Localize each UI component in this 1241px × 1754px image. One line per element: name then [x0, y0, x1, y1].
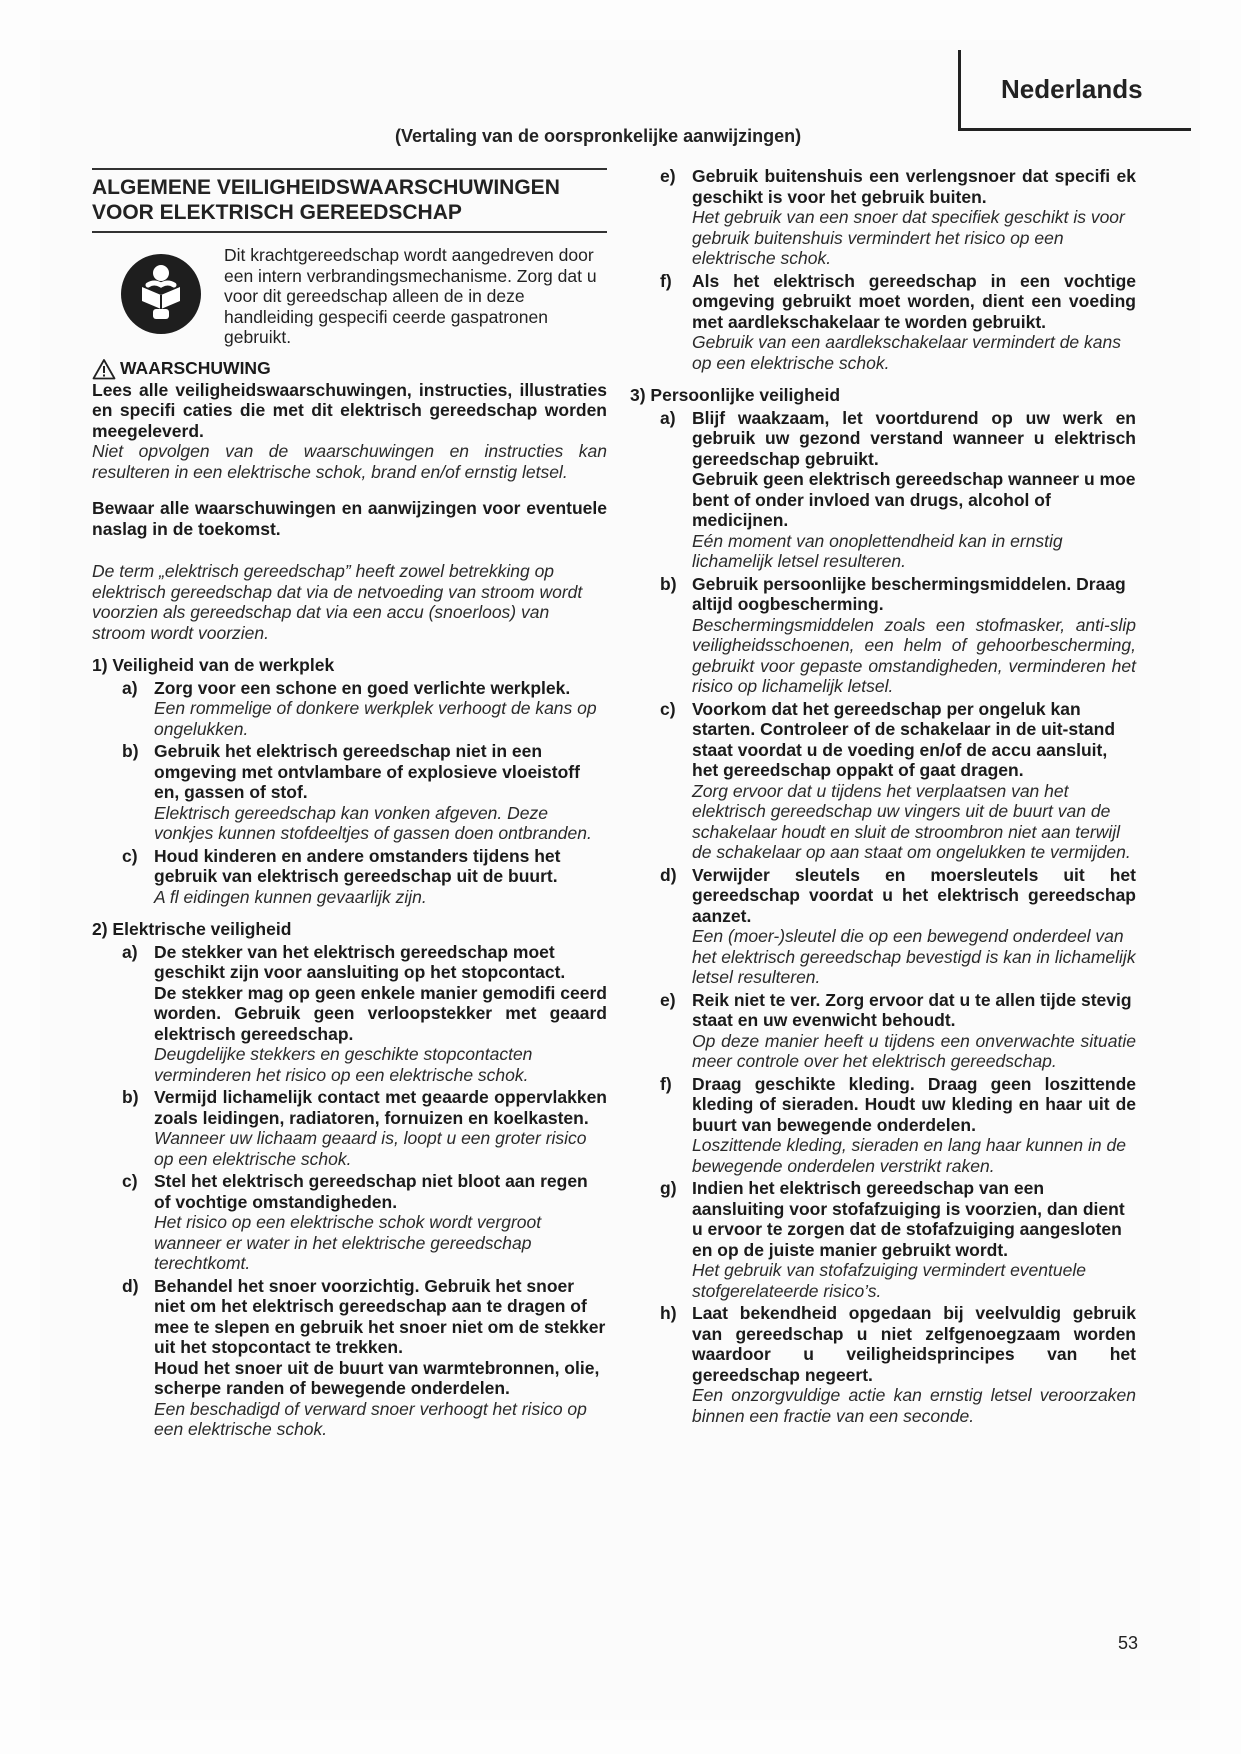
section-3-title: 3) Persoonlijke veiligheid: [630, 385, 841, 405]
item-3c-bold: Voorkom dat het gereedschap per ongeluk kan starten. Controleer of de schakelaar in de uit-stand staat voordat u de voeding en/of de accu aansluit, het gereedschap oppakt of gaat dragen.: [692, 698, 1116, 780]
warning-bold-text: Lees alle veiligheidswaarschuwingen, instructies, illustraties en specifi caties die met dit elektrisch gereedschap worden meegeleverd.: [92, 379, 607, 441]
item-1c: c) Houd kinderen en andere omstanders tijdens het gebruik van elektrisch gereedschap uit de buurt. A fl eidingen kunnen gevaarlijk zijn.: [122, 846, 607, 908]
item-2a-bold-1: De stekker van het elektrisch gereedschap moet geschikt zijn voor aansluiting op het stopcontact.: [154, 941, 566, 982]
intro-block: [92, 245, 607, 348]
item-2d-bold-1: Behandel het snoer voorzichtig. Gebruik het snoer niet om het elektrisch gereedschap aan te dragen of mee te slepen en gebruik het snoer niet om de stekker uit het stopcontact te trekken.: [154, 1275, 606, 1357]
language-label: Nederlands: [1001, 74, 1143, 104]
item-2a-italic: Deugdelijke stekkers en geschikte stopcontacten verminderen het risico op een elektrische schok.: [154, 1044, 533, 1085]
item-2e-bold: Gebruik buitenshuis een verlengsnoer dat specifi ek geschikt is voor het gebruik buiten.: [692, 166, 1136, 207]
section-1-title: 1) Veiligheid van de werkplek: [92, 655, 335, 675]
item-1c-bold: Houd kinderen en andere omstanders tijdens het gebruik van elektrisch gereedschap uit de buurt.: [154, 845, 561, 886]
item-2a: a) De stekker van het elektrisch gereedschap moet geschikt zijn voor aansluiting op het stopcontact. De stekker mag op geen enkele manier gemodifi ceerd worden. Gebruik geen verloopstekker met geaard elektrisch gereedschap. Deugdelijke stekkers en geschikte stopcontacten verminderen het risico op een elektrische schok.: [122, 941, 607, 1085]
heading-line-2: VOOR ELEKTRISCH GEREEDSCHAP: [92, 201, 462, 224]
heading-line-1: ALGEMENE VEILIGHEIDSWAARSCHUWINGEN: [92, 176, 560, 199]
item-3d: d) Verwijder sleutels en moersleutels uit het gereedschap voordat u het elektrisch gereedschap aanzet. Een (moer-)sleutel die op een bewegend onderdeel van het elektrisch gereedschap bevestigd is kan in lichamelijk letsel resulteren.: [660, 864, 1136, 987]
item-2c-bold: Stel het elektrisch gereedschap niet bloot aan regen of vochtige omstandigheden.: [154, 1171, 588, 1212]
item-2b-bold: Vermijd lichamelijk contact met geaarde oppervlakken zoals leidingen, radiatoren, fornuizen en koelkasten.: [154, 1087, 607, 1128]
right-column: [630, 164, 1136, 1426]
left-column: [92, 168, 607, 1440]
warning-triangle-icon: [92, 358, 116, 380]
item-3f: f) Draag geschikte kleding. Draag geen loszittende kleding of sieraden. Houdt uw kleding en haar uit de buurt van bewegende onderdelen. Loszittende kleding, sieraden en lang haar kunnen in de bewegende onderdelen verstrikt raken.: [660, 1073, 1136, 1176]
item-2f-italic: Gebruik van een aardlekschakelaar vermindert de kans op een elektrische schok.: [692, 332, 1121, 373]
item-3f-italic: Loszittende kleding, sieraden en lang haar kunnen in de bewegende onderdelen verstrikt raken.: [692, 1135, 1126, 1176]
item-3f-bold: Draag geschikte kleding. Draag geen loszittende kleding of sieraden. Houdt uw kleding en haar uit de buurt van bewegende onderdelen.: [692, 1073, 1136, 1135]
item-2e-italic: Het gebruik van een snoer dat specifiek geschikt is voor gebruik buitenshuis vermindert het risico op een elektrische schok.: [692, 207, 1125, 268]
item-2c: c) Stel het elektrisch gereedschap niet bloot aan regen of vochtige omstandigheden. Het risico op een elektrische schok wordt vergroot wanneer er water in het elektrische gereedschap terechtkomt.: [122, 1171, 607, 1274]
item-3h: h) Laat bekendheid opgedaan bij veelvuldig gebruik van gereedschap u niet zelfgenoegzaam worden waardoor u veiligheidsprincipes van het gereedschap negeert. Een onzorgvuldige actie kan ernstig letsel veroorzaken binnen een fractie van een seconde.: [660, 1303, 1136, 1426]
item-3c: c) Voorkom dat het gereedschap per ongeluk kan starten. Controleer of de schakelaar in de uit-stand staat voordat u de voeding en/of de accu aansluit, het gereedschap oppakt of gaat dragen. Zorg ervoor dat u tijdens het verplaatsen van het elektrisch gereedschap uw vingers uit de buurt van de schakelaar houdt en sluit de stroombron niet aan terwijl de schakelaar op aan staat om ongelukken te vermijden.: [660, 699, 1136, 863]
item-3a-italic: Eén moment van onoplettendheid kan in ernstig lichamelijk letsel resulteren.: [692, 530, 1063, 571]
item-2d-italic: Een beschadigd of verward snoer verhoogt het risico op een elektrische schok.: [154, 1398, 587, 1439]
item-2f: f) Als het elektrisch gereedschap in een vochtige omgeving gebruikt moet worden, dient een voeding met aardlekschakelaar te worden gebruikt. Gebruik van een aardlekschakelaar vermindert de kans op een elektrische schok.: [660, 270, 1136, 373]
item-3h-bold: Laat bekendheid opgedaan bij veelvuldig gebruik van gereedschap u niet zelfgenoegzaam worden waardoor u veiligheidsprincipes van het gereedschap negeert.: [692, 1303, 1136, 1385]
item-3b: b) Gebruik persoonlijke beschermingsmiddelen. Draag altijd oogbescherming. Beschermingsmiddelen zoals een stofmasker, anti-slip veiligheidsschoenen, een helm of gehoorbescherming, gebruikt voor gepaste omstandigheden, verminderen het risico op lichamelijk letsel.: [660, 573, 1136, 696]
item-3b-italic: Beschermingsmiddelen zoals een stofmasker, anti-slip veiligheidsschoenen, een helm of gehoorbescherming, gebruikt voor gepaste omstandigheden, verminderen het risico op lichamelijk letsel.: [692, 614, 1136, 696]
warning-title: [92, 358, 607, 380]
keep-instructions-text: Bewaar alle waarschuwingen en aanwijzingen voor eventuele naslag in de toekomst.: [92, 498, 607, 539]
item-3h-italic: Een onzorgvuldige actie kan ernstig letsel veroorzaken binnen een fractie van een seconde.: [692, 1385, 1136, 1426]
item-3b-bold: Gebruik persoonlijke beschermingsmiddelen. Draag altijd oogbescherming.: [692, 573, 1126, 614]
item-3e-italic: Op deze manier heeft u tijdens een onverwachte situatie meer controle over het elektrisch gereedschap.: [692, 1030, 1136, 1071]
term-definition-text: De term „elektrisch gereedschap” heeft zowel betrekking op elektrisch gereedschap dat via de netvoeding van stroom wordt voorzien als gereedschap dat via een accu (snoerloos) van stroom wordt voorzien.: [92, 561, 583, 643]
intro-text: Dit krachtgereedschap wordt aangedreven door een intern verbrandingsmechanisme. Zorg dat u voor dit gereedschap alleen de in deze handleiding gespecifi ceerde gaspatronen gebruikt.: [224, 245, 597, 347]
item-3a-bold-2: Gebruik geen elektrisch gereedschap wanneer u moe bent of onder invloed van drugs, alcohol of medicijnen.: [692, 469, 1136, 530]
section-2-title: 2) Elektrische veiligheid: [92, 919, 292, 939]
warning-title-text: WAARSCHUWING: [120, 358, 271, 379]
item-2a-bold-2: De stekker mag op geen enkele manier gemodifi ceerd worden. Gebruik geen verloopstekker met geaard elektrisch gereedschap.: [154, 982, 607, 1044]
item-2f-bold: Als het elektrisch gereedschap in een vochtige omgeving gebruikt moet worden, dient een voeding met aardlekschakelaar te worden gebruikt.: [692, 270, 1136, 332]
item-2d-bold-2: Houd het snoer uit de buurt van warmtebronnen, olie, scherpe randen of bewegende onderdelen.: [154, 1357, 600, 1398]
item-1a-italic: Een rommelige of donkere werkplek verhoogt de kans op ongelukken.: [154, 698, 597, 739]
page-number: 53: [1118, 1633, 1139, 1653]
item-2d: d) Behandel het snoer voorzichtig. Gebruik het snoer niet om het elektrisch gereedschap aan te dragen of mee te slepen en gebruik het snoer niet om de stekker uit het stopcontact te trekken. Houd het snoer uit de buurt van warmtebronnen, olie, scherpe randen of bewegende onderdelen. Een beschadigd of verward snoer verhoogt het risico op een elektrische schok.: [122, 1275, 606, 1439]
item-1b: b) Gebruik het elektrisch gereedschap niet in een omgeving met ontvlambare of explosieve vloeistoff en, gassen of stof. Elektrisch gereedschap kan vonken afgeven. Deze vonkjes kunnen stofdeeltjes of gassen doen ontbranden.: [122, 741, 607, 844]
translation-subtitle: (Vertaling van de oorspronkelijke aanwijzingen): [395, 126, 802, 146]
item-3d-italic: Een (moer-)sleutel die op een bewegend onderdeel van het elektrisch gereedschap bevestigd is kan in lichamelijk letsel resulteren.: [692, 926, 1136, 987]
item-2c-italic: Het risico op een elektrische schok wordt vergroot wanneer er water in het elektrische gereedschap terechtkomt.: [154, 1212, 542, 1273]
read-manual-icon: [120, 253, 202, 335]
item-1b-italic: Elektrisch gereedschap kan vonken afgeven. Deze vonkjes kunnen stofdeeltjes of gassen doen ontbranden.: [154, 802, 592, 843]
warning-italic-text: Niet opvolgen van de waarschuwingen en instructies kan resulteren in een elektrische schok, brand en/of ernstig letsel.: [92, 441, 607, 482]
item-2e: e) Gebruik buitenshuis een verlengsnoer dat specifi ek geschikt is voor het gebruik buiten. Het gebruik van een snoer dat specifiek geschikt is voor gebruik buitenshuis vermindert het risico op een elektrische schok.: [660, 166, 1136, 268]
section-heading: [92, 168, 607, 233]
item-1a: a) Zorg voor een schone en goed verlichte werkplek. Een rommelige of donkere werkplek verhoogt de kans op ongelukken.: [122, 678, 607, 740]
item-3g-italic: Het gebruik van stofafzuiging vermindert eventuele stofgerelateerde risico’s.: [692, 1260, 1086, 1301]
item-3a-bold-1: Blijf waakzaam, let voortdurend op uw werk en gebruik uw gezond verstand wanneer u elektrisch gereedschap gebruikt.: [692, 407, 1136, 469]
item-3g-bold: Indien het elektrisch gereedschap van een aansluiting voor stofafzuiging is voorzien, dan dient u ervoor te zorgen dat de stofafzuiging aangesloten en op de juiste manier gebruikt wordt.: [692, 1178, 1125, 1260]
item-3e: e) Reik niet te ver. Zorg ervoor dat u te allen tijde stevig staat en uw evenwicht behoudt. Op deze manier heeft u tijdens een onverwachte situatie meer controle over het elektrisch gereedschap.: [660, 989, 1136, 1071]
item-1b-bold: Gebruik het elektrisch gereedschap niet in een omgeving met ontvlambare of explosieve vloeistoff en, gassen of stof.: [154, 741, 580, 802]
item-3a: a) Blijf waakzaam, let voortdurend op uw werk en gebruik uw gezond verstand wanneer u elektrisch gereedschap gebruikt. Gebruik geen elektrisch gereedschap wanneer u moe bent of onder invloed van drugs, alcohol of medicijnen. Eén moment van onoplettendheid kan in ernstig lichamelijk letsel resulteren.: [660, 407, 1136, 571]
item-3e-bold: Reik niet te ver. Zorg ervoor dat u te allen tijde stevig staat en uw evenwicht behoudt.: [692, 989, 1132, 1030]
language-tab: [958, 50, 1191, 131]
item-3g: g) Indien het elektrisch gereedschap van een aansluiting voor stofafzuiging is voorzien, dan dient u ervoor te zorgen dat de stofafzuiging aangesloten en op de juiste manier gebruikt wordt. Het gebruik van stofafzuiging vermindert eventuele stofgerelateerde risico’s.: [660, 1178, 1136, 1301]
item-3d-bold: Verwijder sleutels en moersleutels uit het gereedschap voordat u het elektrisch gereedschap aanzet.: [692, 864, 1136, 926]
item-3c-italic: Zorg ervoor dat u tijdens het verplaatsen van het elektrisch gereedschap uw vingers uit de buurt van de schakelaar houdt en sluit de stroombron niet aan terwijl de schakelaar op aan staat om ongelukken te vermijden.: [692, 780, 1131, 862]
item-1a-bold: Zorg voor een schone en goed verlichte werkplek.: [154, 677, 571, 698]
item-2b-italic: Wanneer uw lichaam geaard is, loopt u een groter risico op een elektrische schok.: [154, 1128, 587, 1169]
item-2b: b) Vermijd lichamelijk contact met geaarde oppervlakken zoals leidingen, radiatoren, fornuizen en koelkasten. Wanneer uw lichaam geaard is, loopt u een groter risico op een elektrische schok.: [122, 1087, 607, 1169]
item-1c-italic: A fl eidingen kunnen gevaarlijk zijn.: [154, 886, 427, 907]
